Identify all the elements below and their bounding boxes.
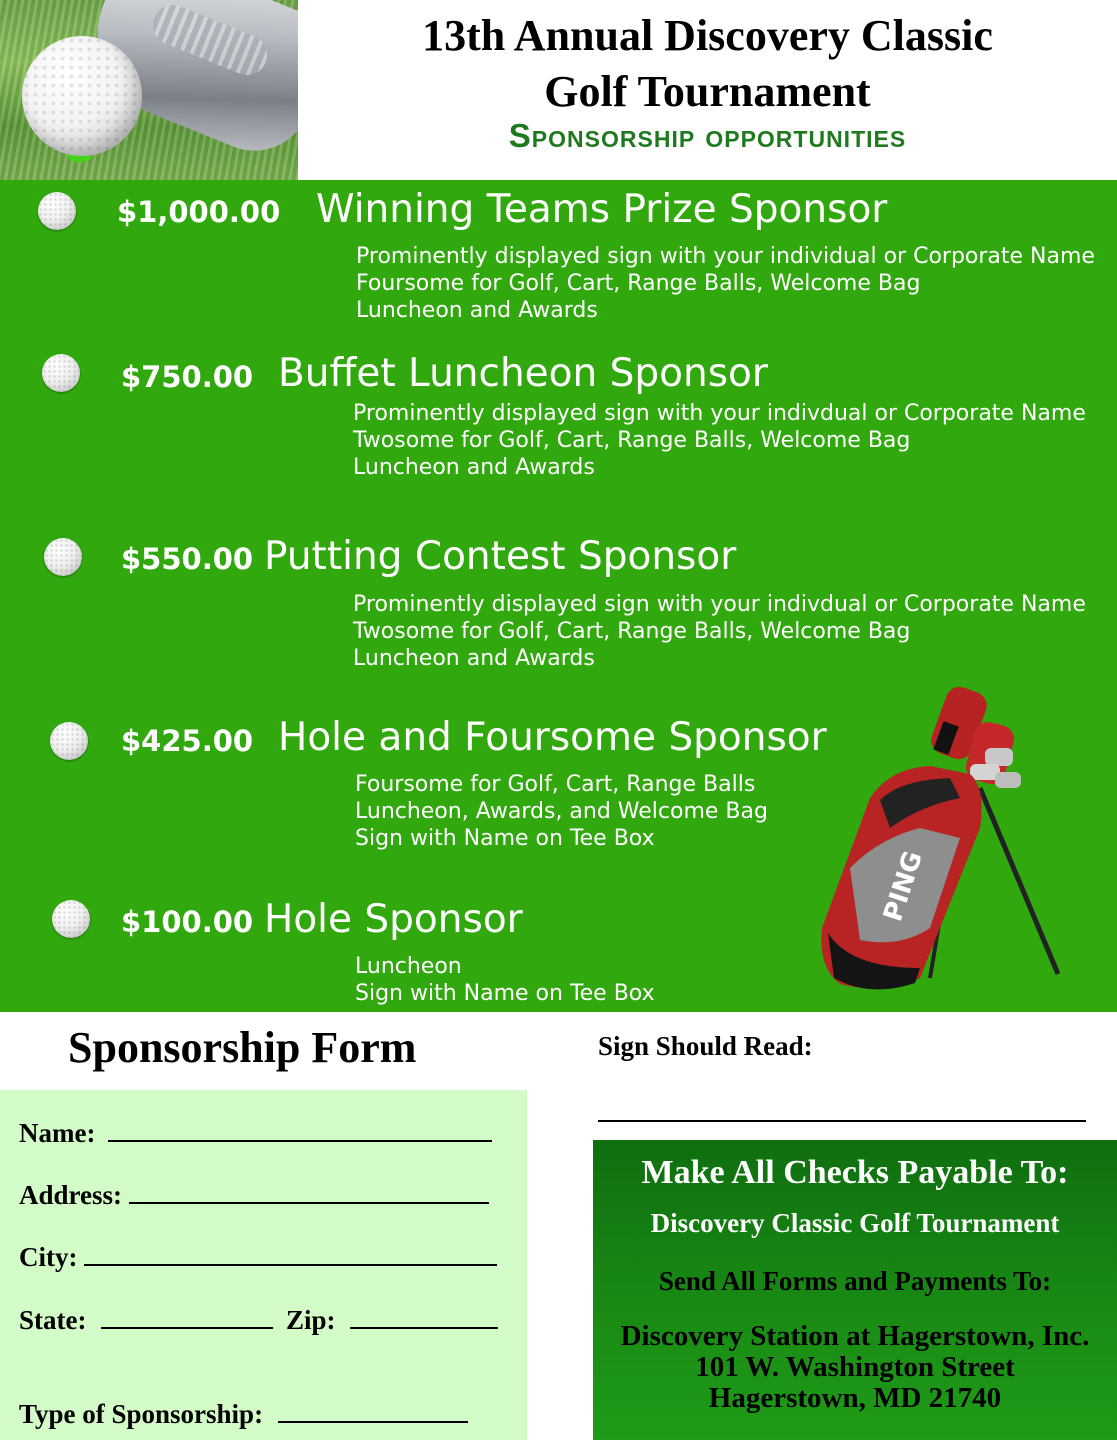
header-title bbox=[298, 8, 1117, 152]
zip-label: Zip: bbox=[285, 1305, 336, 1335]
address-field[interactable] bbox=[19, 1179, 489, 1211]
city-label: City: bbox=[19, 1242, 78, 1272]
tier-benefits bbox=[353, 400, 1086, 481]
state-zip-field[interactable] bbox=[19, 1304, 498, 1336]
address-label: Address: bbox=[19, 1180, 123, 1210]
address-line: 101 W. Washington Street bbox=[695, 1351, 1015, 1383]
tier-price: $425.00 bbox=[121, 724, 254, 758]
sponsorship-type-field[interactable] bbox=[19, 1398, 468, 1430]
golf-ball-bullet-icon bbox=[38, 192, 76, 230]
tier-name: Putting Contest Sponsor bbox=[264, 534, 737, 579]
city-field[interactable] bbox=[19, 1241, 497, 1273]
mailing-address bbox=[593, 1321, 1117, 1414]
tier-benefits bbox=[355, 771, 768, 852]
tier-benefits bbox=[355, 953, 655, 1007]
title-line-1: 13th Annual Discovery Classic bbox=[422, 11, 993, 60]
golf-ball-bullet-icon bbox=[44, 538, 82, 576]
benefit-item: Foursome for Golf, Cart, Range Balls, Welcome Bag bbox=[356, 271, 921, 296]
tier-price: $1,000.00 bbox=[117, 195, 281, 229]
tier-benefits bbox=[356, 243, 1095, 324]
golf-ball-bullet-icon bbox=[50, 722, 88, 760]
type-input-line[interactable] bbox=[278, 1399, 468, 1423]
sign-label: Sign Should Read: bbox=[598, 1031, 813, 1061]
benefit-item: Luncheon bbox=[355, 954, 462, 979]
benefit-item: Prominently displayed sign with your indivdual or Corporate Name bbox=[353, 592, 1086, 617]
benefit-item: Prominently displayed sign with your individual or Corporate Name bbox=[356, 244, 1095, 269]
benefit-item: Luncheon and Awards bbox=[356, 298, 598, 323]
title-line-2: Golf Tournament bbox=[544, 67, 871, 116]
address-line: Discovery Station at Hagerstown, Inc. bbox=[620, 1320, 1090, 1352]
city-input-line[interactable] bbox=[84, 1242, 497, 1266]
state-input-line[interactable] bbox=[101, 1305, 273, 1329]
name-input-line[interactable] bbox=[108, 1118, 492, 1142]
send-heading: Send All Forms and Payments To: bbox=[658, 1266, 1052, 1296]
benefit-item: Luncheon and Awards bbox=[353, 646, 595, 671]
tier-price: $100.00 bbox=[121, 905, 254, 939]
benefit-item: Sign with Name on Tee Box bbox=[355, 981, 655, 1006]
tier-name: Hole and Foursome Sponsor bbox=[278, 715, 827, 760]
tier-price: $750.00 bbox=[121, 360, 254, 394]
zip-input-line[interactable] bbox=[350, 1305, 498, 1329]
tier-name: Hole Sponsor bbox=[264, 897, 523, 942]
bag-brand-label: PING bbox=[878, 847, 929, 926]
benefit-item: Foursome for Golf, Cart, Range Balls bbox=[355, 772, 756, 797]
state-label: State: bbox=[19, 1305, 87, 1335]
form-title: Sponsorship Form bbox=[68, 1023, 417, 1072]
benefit-item: Luncheon, Awards, and Welcome Bag bbox=[355, 799, 768, 824]
name-label: Name: bbox=[19, 1118, 96, 1148]
tier-benefits bbox=[353, 591, 1086, 672]
address-line: Hagerstown, MD 21740 bbox=[708, 1382, 1002, 1414]
type-label: Type of Sponsorship: bbox=[19, 1399, 264, 1429]
golf-bag-icon bbox=[810, 678, 1070, 1008]
golf-ball-icon bbox=[22, 36, 142, 156]
golf-ball-bullet-icon bbox=[42, 354, 80, 392]
golf-ball-bullet-icon bbox=[52, 900, 90, 938]
tier-name: Buffet Luncheon Sponsor bbox=[278, 351, 768, 396]
benefit-item: Twosome for Golf, Cart, Range Balls, Welcome Bag bbox=[353, 428, 911, 453]
subtitle: Sponsorship opportunities bbox=[508, 117, 907, 154]
tier-name: Winning Teams Prize Sponsor bbox=[316, 187, 888, 232]
address-input-line[interactable] bbox=[129, 1180, 489, 1204]
benefit-item: Twosome for Golf, Cart, Range Balls, Welcome Bag bbox=[353, 619, 911, 644]
payee: Discovery Classic Golf Tournament bbox=[650, 1208, 1060, 1238]
checks-heading: Make All Checks Payable To: bbox=[641, 1154, 1069, 1191]
tier-price: $550.00 bbox=[121, 542, 254, 576]
payment-info-box bbox=[593, 1140, 1117, 1440]
golf-ball-photo bbox=[0, 0, 298, 180]
sign-input-line[interactable] bbox=[598, 1120, 1086, 1122]
benefit-item: Sign with Name on Tee Box bbox=[355, 826, 655, 851]
benefit-item: Luncheon and Awards bbox=[353, 455, 595, 480]
name-field[interactable] bbox=[19, 1117, 492, 1149]
benefit-item: Prominently displayed sign with your indivdual or Corporate Name bbox=[353, 401, 1086, 426]
